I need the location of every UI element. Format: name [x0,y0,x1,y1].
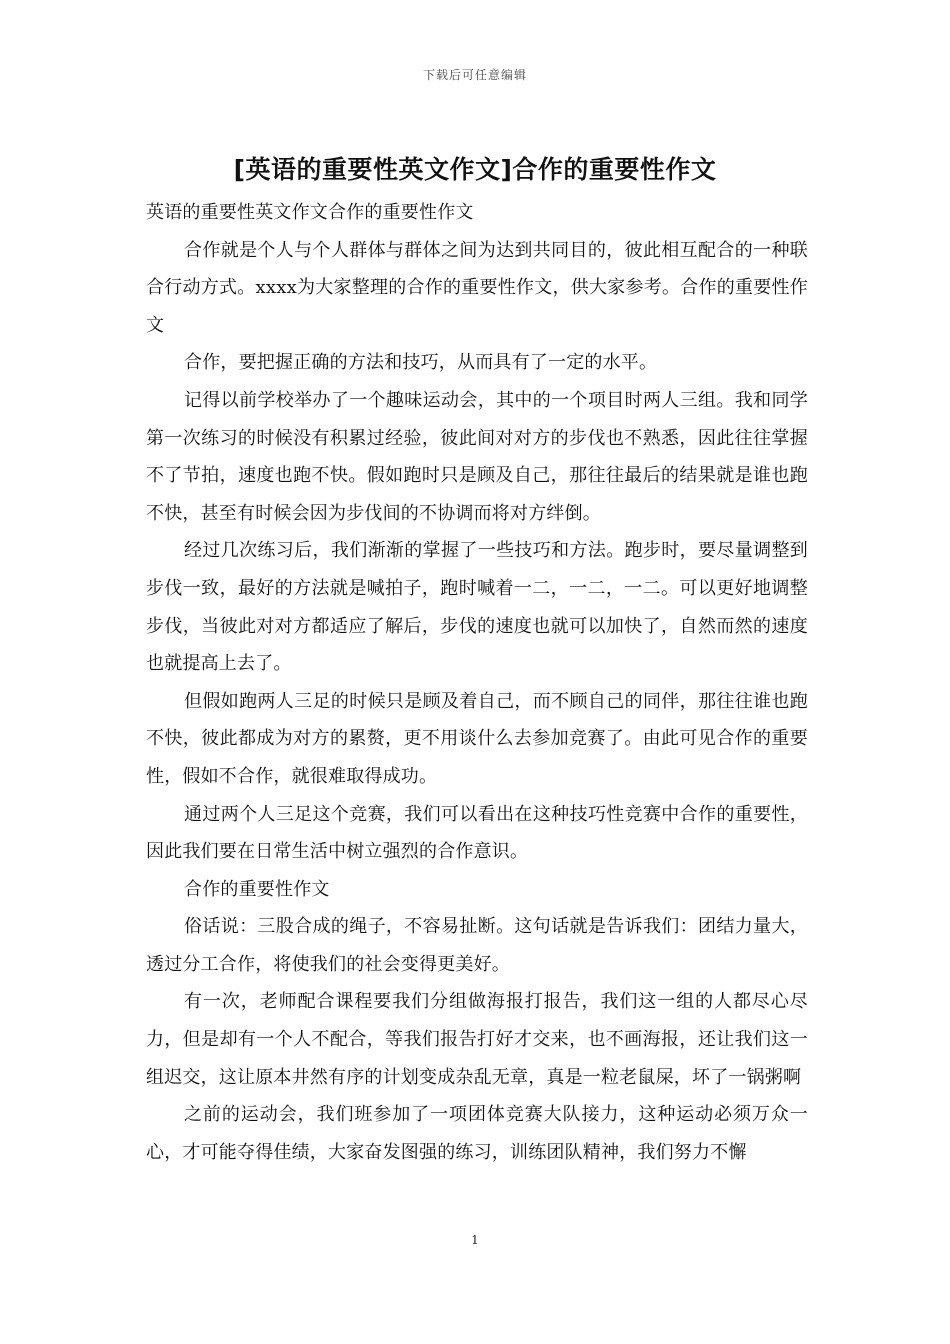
header-note: 下载后可任意编辑 [422,68,527,82]
paragraph: 有一次，老师配合课程要我们分组做海报打报告，我们这一组的人都尽心尽力，但是却有一个人不配合，等我们报告打好才交来，也不画海报，还让我们这一组迟交，这让原本井然有序的计划变成杂乱无章，真是一粒老鼠屎，坏了一锅粥啊 [146,991,808,1088]
paragraph: 记得以前学校举办了一个趣味运动会，其中的一个项目时两人三组。我和同学第一次练习的时候没有积累过经验，彼此间对对方的步伐也不熟悉，因此往往掌握不了节拍，速度也跑不快。假如跑时只是顾及自己，那往往最后的结果就是谁也跑不快，甚至有时候会因为步伐间的不协调而将对方绊倒。 [146,389,808,524]
paragraph: 俗话说：三股合成的绳子，不容易扯断。这句话就是告诉我们：团结力量大，透过分工合作，将使我们的社会变得更美好。 [146,916,808,975]
document-title: [英语的重要性英文作文]合作的重要性作文 [233,155,717,184]
paragraph-subtitle: 英语的重要性英文作文合作的重要性作文 [146,202,474,223]
section-heading: 合作的重要性作文 [184,878,330,900]
document-body [146,194,808,1171]
paragraph: 经过几次练习后，我们渐渐的掌握了一些技巧和方法。跑步时，要尽量调整到步伐一致，最好的方法就是喊拍子，跑时喊着一二，一二，一二。可以更好地调整步伐，当彼此对对方都适应了解后，步伐的速度也就可以加快了，自然而然的速度也就提高上去了。 [146,540,808,675]
paragraph: 但假如跑两人三足的时候只是顾及着自己，而不顾自己的同伴，那往往谁也跑不快，彼此都成为对方的累赘，更不用谈什么去参加竞赛了。由此可见合作的重要性，假如不合作，就很难取得成功。 [146,690,808,787]
paragraph: 通过两个人三足这个竞赛，我们可以看出在这种技巧性竞赛中合作的重要性，因此我们要在日常生活中树立强烈的合作意识。 [146,803,808,863]
paragraph: 合作就是个人与个人群体与群体之间为达到共同目的，彼此相互配合的一种联合行动方式。xxxx为大家整理的合作的重要性作文，供大家参考。合作的重要性作文 [146,239,808,336]
paragraph: 之前的运动会，我们班参加了一项团体竞赛大队接力，这种运动必须万众一心，才可能夺得佳绩，大家奋发图强的练习，训练团队精神，我们努力不懈 [146,1104,808,1163]
paragraph: 合作，要把握正确的方法和技巧，从而具有了一定的水平。 [184,352,658,374]
page-number: 1 [471,1233,479,1247]
